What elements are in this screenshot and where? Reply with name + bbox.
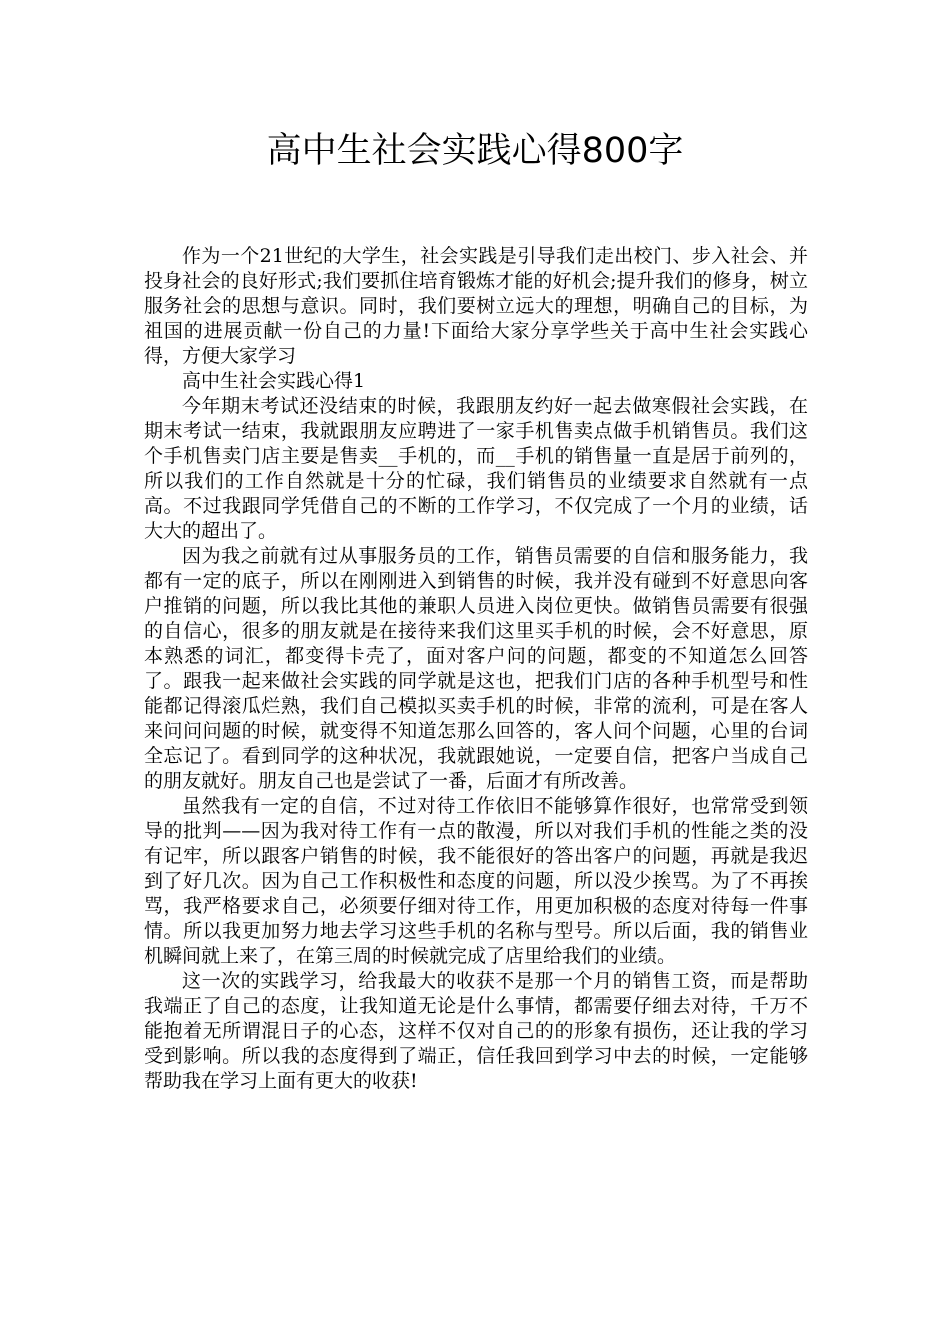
body-paragraph-4: 这一次的实践学习，给我最大的收获不是那一个月的销售工资，而是帮助我端正了自己的态度，让我知道无论是什么事情，都需要仔细去对待，千万不能抱着无所谓混日子的心态，这样不仅对自己的的形象有损伤，还让我的学习受到影响。所以我的态度得到了端正，信任我回到学习中去的时候，一定能够帮助我在学习上面有更大的收获! <box>144 970 808 1092</box>
intro-paragraph: 作为一个21世纪的大学生，社会实践是引导我们走出校门、步入社会、并投身社会的良好形式;我们要抓住培育锻炼才能的好机会;提升我们的修身，树立服务社会的思想与意识。同时，我们要树立远大的理想，明确自己的目标，为祖国的进展贡献一份自己的力量!下面给大家分享学些关于高中生社会实践心得，方便大家学习 <box>144 245 808 367</box>
body-paragraph-1: 今年期末考试还没结束的时候，我跟朋友约好一起去做寒假社会实践，在期末考试一结束，我就跟朋友应聘进了一家手机售卖点做手机销售员。我们这个手机售卖门店主要是售卖__手机的，而__手机的销售量一直是居于前列的，所以我们的工作自然就是十分的忙碌，我们销售员的业绩要求自然就有一点高。不过我跟同学凭借自己的不断的工作学习，不仅完成了一个月的业绩，话大大的超出了。 <box>144 395 808 542</box>
body-paragraph-2: 因为我之前就有过从事服务员的工作，销售员需要的自信和服务能力，我都有一定的底子，所以在刚刚进入到销售的时候，我并没有碰到不好意思向客户推销的问题，所以我比其他的兼职人员进入岗位更快。做销售员需要有很强的自信心，很多的朋友就是在接待来我们这里买手机的时候，会不好意思，原本熟悉的词汇，都变得卡壳了，面对客户问的问题，都变的不知道怎么回答了。跟我一起来做社会实践的同学就是这也，把我们门店的各种手机型号和性能都记得滚瓜烂熟，我们自己模拟买卖手机的时候，非常的流利，可是在客人来问问问题的时候，就变得不知道怎那么回答的，客人问个问题，心里的台词全忘记了。看到同学的这种状况，我就跟她说，一定要自信，把客户当成自己的朋友就好。朋友自己也是尝试了一番，后面才有所改善。 <box>144 545 808 792</box>
section-heading: 高中生社会实践心得1 <box>182 370 366 392</box>
document-body <box>144 244 808 1094</box>
page-title: 高中生社会实践心得800字 <box>266 131 684 171</box>
body-paragraph-3: 虽然我有一定的自信，不过对待工作依旧不能够算作很好，也常常受到领导的批判——因为我对待工作有一点的散漫，所以对我们手机的性能之类的没有记牢，所以跟客户销售的时候，我不能很好的答出客户的问题，再就是我迟到了好几次。因为自己工作积极性和态度的问题，所以没少挨骂。为了不再挨骂，我严格要求自己，必须要仔细对待工作，用更加积极的态度对待每一件事情。所以我更加努力地去学习这些手机的名称与型号。所以后面，我的销售业机瞬间就上来了，在第三周的时候就完成了店里给我们的业绩。 <box>144 795 808 967</box>
